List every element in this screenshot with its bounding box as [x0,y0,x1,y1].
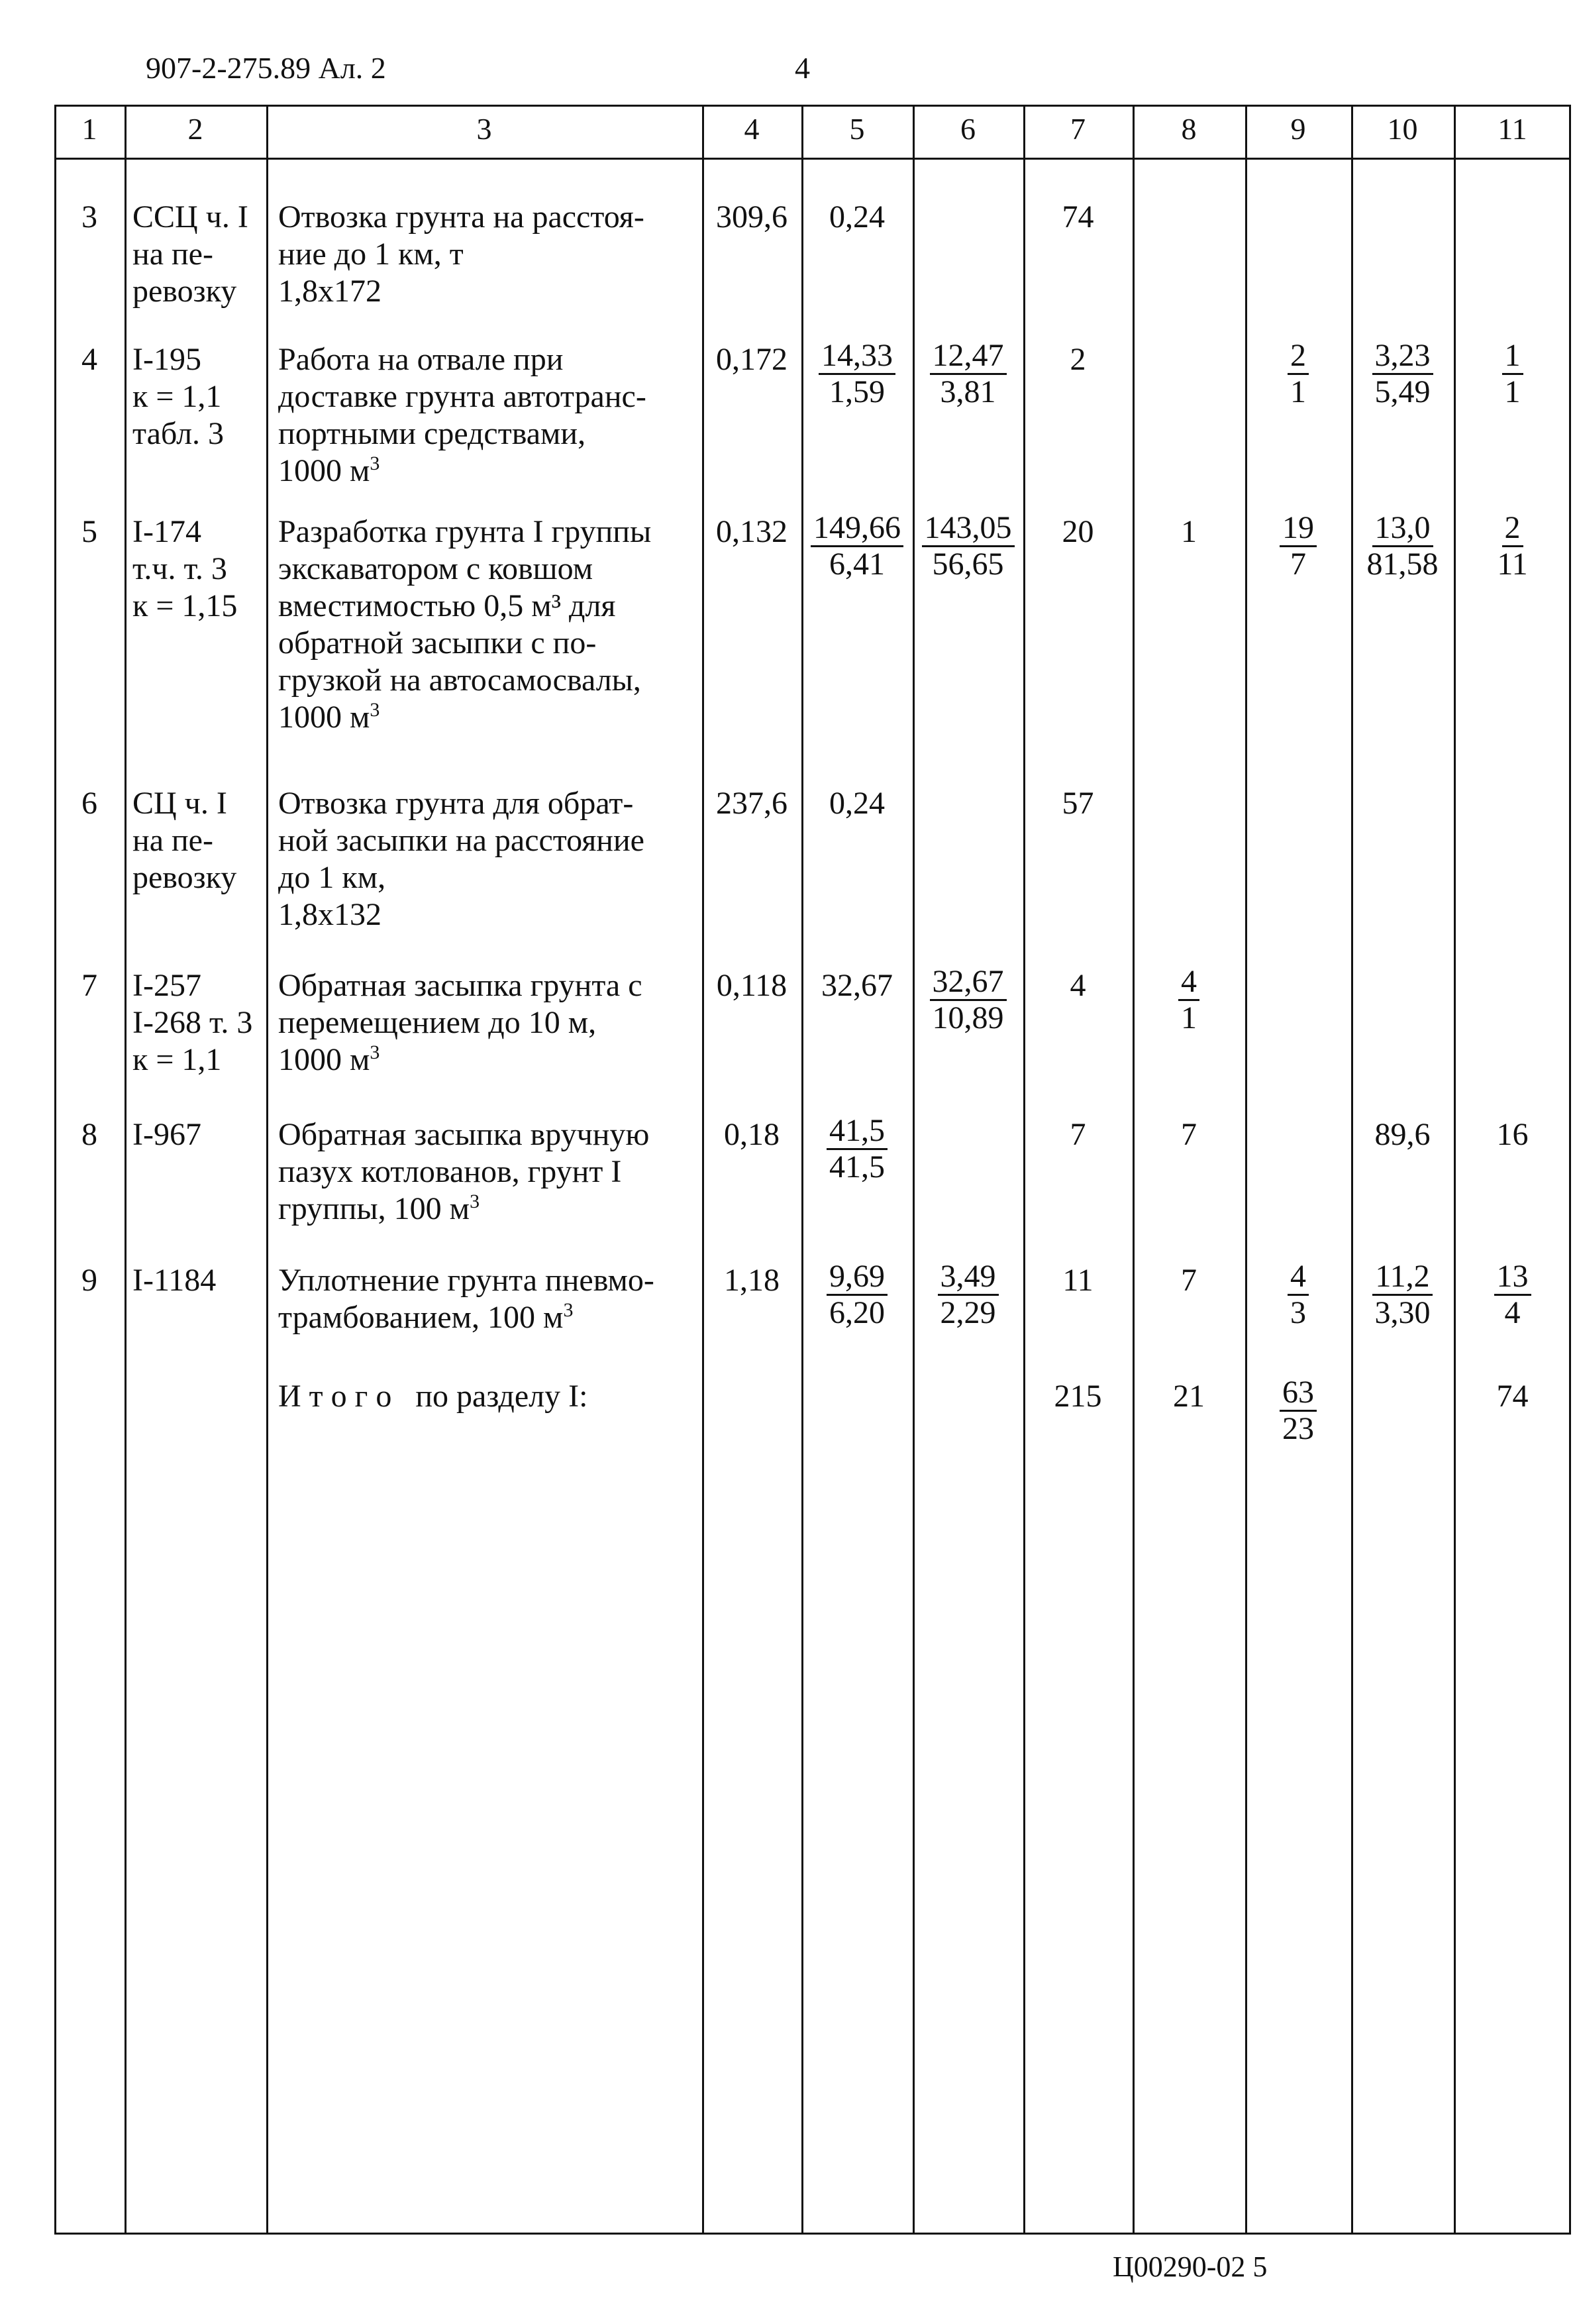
denominator: 11 [1497,547,1528,582]
cell-col8: 7 [1181,1263,1197,1298]
denominator: 7 [1290,547,1306,582]
cell-col6-fraction [913,339,1023,409]
numerator: 143,05 [922,511,1015,547]
column-header: 6 [960,112,976,146]
work-description: Обратная засыпка грунта с перемещением до 10 м, 1000 $м^3$ [278,968,642,1077]
page-number: 4 [795,51,810,85]
footer-code: Ц00290-02 5 [1113,2250,1268,2283]
column-divider [1023,105,1025,2235]
cell-col9-fraction [1245,511,1351,582]
column-divider [266,105,268,2235]
denominator: 6,41 [829,547,885,582]
denominator: 1 [1290,374,1306,409]
numerator: 19 [1280,511,1317,547]
column-divider [801,105,803,2235]
cell-col9-fraction [1245,339,1351,409]
column-divider [1245,105,1247,2235]
cell-col11: 16 [1496,1117,1529,1152]
row-number: 7 [81,968,97,1003]
numerator: 41,5 [827,1114,888,1150]
cell-col5-fraction [801,339,913,409]
row-number: 3 [81,199,97,235]
norm-code: I-174 т.ч. т. 3 к = 1,15 [132,514,238,623]
column-header: 11 [1498,112,1527,146]
numerator: 12,47 [930,339,1007,375]
denominator: 1 [1181,1000,1197,1035]
denominator: 1,59 [829,374,885,409]
norm-code: ССЦ ч. I на пе- ревозку [132,199,248,309]
total-col11: 74 [1496,1379,1529,1414]
cell-col5-fraction [801,511,913,582]
cell-col11-fraction [1454,339,1571,409]
column-header: 7 [1070,112,1086,146]
numerator: 11,2 [1372,1259,1432,1296]
row-number: 9 [81,1263,97,1298]
column-divider [1351,105,1353,2235]
cell-col7: 74 [1062,199,1094,235]
cell-col8-fraction [1133,965,1245,1035]
column-header: 9 [1290,112,1306,146]
total-label: И т о г о по разделу I: [278,1379,588,1414]
cell-col7: 20 [1062,514,1094,549]
numerator: 149,66 [811,511,903,547]
numerator: 1 [1502,339,1523,375]
numerator: 14,33 [819,339,895,375]
cell-col9-fraction [1245,1259,1351,1330]
numerator: 3,23 [1372,339,1433,375]
row-number: 5 [81,514,97,549]
norm-code: I-195 к = 1,1 табл. 3 [132,342,225,451]
norm-code: I-257 I-268 т. 3 к = 1,1 [132,968,253,1077]
denominator: 5,49 [1374,374,1431,409]
work-description: Обратная засыпка вручную пазух котлованов, грунт I группы, 100 $м^3$ [278,1117,650,1226]
numerator: 2 [1288,339,1309,375]
numerator: 2 [1502,511,1523,547]
denominator: 3 [1290,1295,1306,1330]
denominator: 3,81 [940,374,996,409]
numerator: 4 [1178,965,1199,1001]
norm-code: СЦ ч. I на пе- ревозку [132,786,237,895]
denominator: 23 [1282,1411,1314,1446]
cell-col6-fraction [913,965,1023,1035]
total-col8: 21 [1173,1379,1205,1414]
cell-col8: 7 [1181,1117,1197,1152]
cell-col4: 0,18 [724,1117,780,1152]
column-header: 2 [187,112,203,146]
total-col7: 215 [1054,1379,1102,1414]
column-header: 1 [81,112,97,146]
cell-col10-fraction [1351,1259,1454,1330]
cell-col6-fraction [913,1259,1023,1330]
cell-col11-fraction [1454,1259,1571,1330]
column-divider [1454,105,1456,2235]
column-header: 8 [1181,112,1197,146]
cell-col5-fraction [801,1259,913,1330]
header-divider [54,158,1571,160]
denominator: 1 [1504,374,1521,409]
column-divider [125,105,127,2235]
work-description: Разработка грунта I группы экскаватором с ковшом вместимостью 0,5 м³ для обратной засыпки с по- грузкой на автосамосвалы, 1000 $м^3$ [278,514,652,735]
column-divider [702,105,704,2235]
numerator: 63 [1280,1375,1317,1412]
denominator: 56,65 [932,547,1004,582]
cell-col4: 309,6 [716,199,788,235]
column-divider [1133,105,1135,2235]
column-header: 10 [1387,112,1418,146]
cell-col4: 237,6 [716,786,788,821]
column-header: 4 [744,112,760,146]
cell-col6-fraction [913,511,1023,582]
cell-col7: 57 [1062,786,1094,821]
work-description: Отвозка грунта на расстоя- ние до 1 км, т 1,8х172 [278,199,644,309]
numerator: 4 [1288,1259,1309,1296]
cell-col5: 0,24 [829,199,885,235]
norm-code: I-967 [132,1117,201,1152]
denominator: 6,20 [829,1295,885,1330]
cell-col4: 1,18 [724,1263,780,1298]
cell-col10-fraction [1351,339,1454,409]
cell-col7: 7 [1070,1117,1086,1152]
denominator: 4 [1504,1295,1521,1330]
row-number: 4 [81,342,97,377]
row-number: 6 [81,786,97,821]
cell-col4: 0,172 [716,342,788,377]
cell-col10: 89,6 [1374,1117,1431,1152]
work-description: Отвозка грунта для обрат- ной засыпки на расстояние до 1 км, 1,8х132 [278,786,644,932]
denominator: 41,5 [829,1149,885,1185]
cell-col5-fraction [801,1114,913,1185]
numerator: 9,69 [827,1259,888,1296]
column-divider [913,105,915,2235]
cell-col7: 4 [1070,968,1086,1003]
norm-code: I-1184 [132,1263,217,1298]
cell-col4: 0,132 [716,514,788,549]
work-description: Работа на отвале при доставке грунта автотранс- портными средствами, 1000 $м^3$ [278,342,646,488]
work-description: Уплотнение грунта пневмо- трамбованием, 100 $м^3$ [278,1263,654,1335]
cell-col7: 2 [1070,342,1086,377]
cell-col10-fraction [1351,511,1454,582]
cell-col7: 11 [1062,1263,1093,1298]
numerator: 13,0 [1372,511,1433,547]
denominator: 3,30 [1374,1295,1431,1330]
cell-col5: 0,24 [829,786,885,821]
numerator: 13 [1494,1259,1531,1296]
column-header: 3 [476,112,492,146]
document-id: 907-2-275.89 Ал. 2 [146,51,386,85]
cell-col4: 0,118 [716,968,788,1003]
denominator: 81,58 [1366,547,1439,582]
row-number: 8 [81,1117,97,1152]
cell-col8: 1 [1181,514,1197,549]
numerator: 32,67 [930,965,1007,1001]
denominator: 2,29 [940,1295,996,1330]
column-header: 5 [849,112,865,146]
total-col9-fraction [1245,1375,1351,1446]
cell-col11-fraction [1454,511,1571,582]
cell-col5: 32,67 [821,968,893,1003]
denominator: 10,89 [932,1000,1004,1035]
numerator: 3,49 [938,1259,999,1296]
